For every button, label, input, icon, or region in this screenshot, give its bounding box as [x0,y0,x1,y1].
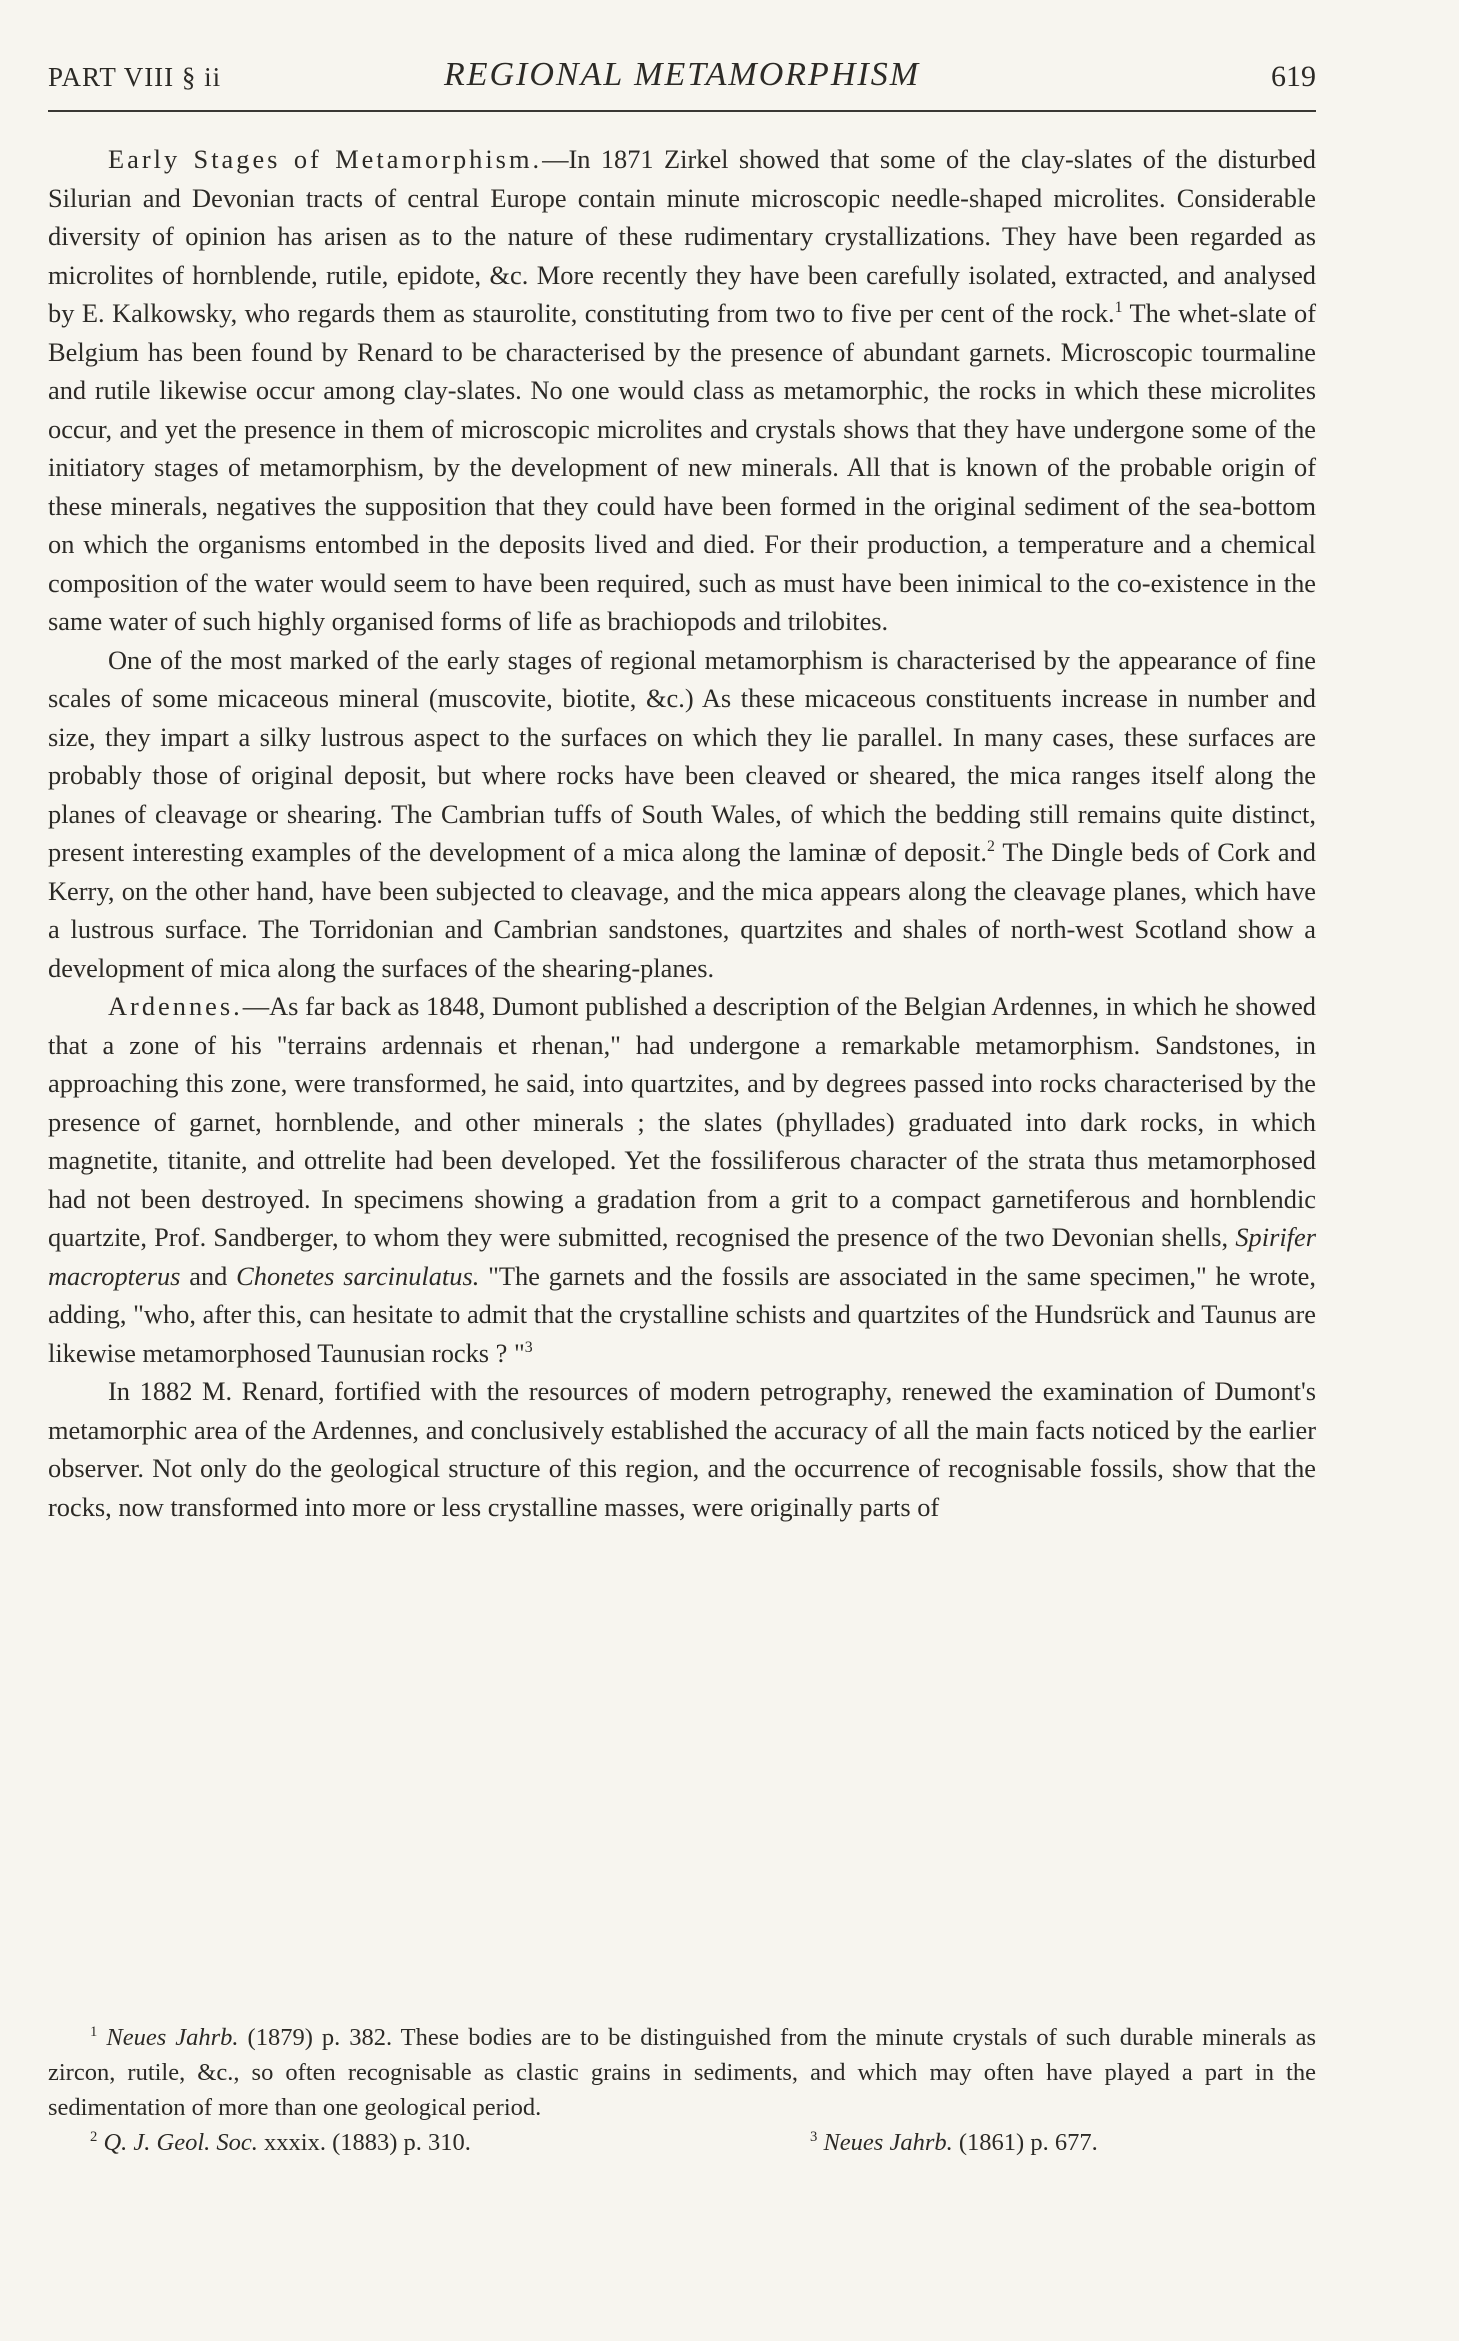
footnote-text: (1861) p. 677. [952,2129,1098,2156]
paragraph-text: The whet-slate of Belgium has been found by Renard to be characterised by the presence of abundant garnets. Microscopic tourmaline and rutile likewise occur among clay-slates. No one would class as metamorphic, the rocks in which these microlites occur, and yet the presence in them of microscopic microlites and crystals shows that they have undergone some of the initiatory stages of metamorphism, by the development of new minerals. All that is known of the probable origin of these minerals, negatives the supposition that they could have been formed in the original sediment of the sea-bottom on which the organisms entombed in the deposits lived and died. For their production, a temperature and a chemical composition of the water would seem to have been required, such as must have been inimical to the co-existence in the same water of such highly organised forms of life as brachiopods and trilobites. [48,298,1316,636]
part-section-label: PART VIII § ii [48,62,222,92]
running-header [48,52,1316,102]
footnote-text: (1879) p. 382. These bodies are to be distinguished from the minute crystals of such durable minerals as zircon, rutile, &c., so often recognisable as clastic grains in sediments, and which may often have played a part in the sedimentation of more than one geological period. [48,2024,1316,2121]
paragraph-text: and [180,1260,237,1291]
species-name: Chonetes sarcinulatus. [236,1260,480,1291]
paragraph-early-stages [48,140,1316,641]
footnote-ref-3: 3 [524,1338,533,1356]
section-heading-ardennes: Ardennes. [108,991,243,1021]
paragraph-text: —In 1871 Zirkel showed that some of the clay-slates of the disturbed Silurian and Devonian tracts of central Europe contain minute microscopic needle-shaped microlites. Considerable diversity of opinion has arisen as to the nature of these rudimentary crystallizations. They have been regarded as microlites of hornblende, rutile, epidote, &c. More recently they have been carefully isolated, extracted, and analysed by E. Kalkowsky, who regards them as staurolite, constituting from two to five per cent of the rock. [48,144,1316,328]
section-heading-early-stages: Early Stages of Metamorphism. [108,144,543,174]
footnote-text: xxxix. (1883) p. 310. [257,2129,471,2156]
footnote-row [48,2125,1316,2160]
citation-title: Q. J. Geol. Soc. [103,2129,258,2156]
footnotes [48,2020,1316,2160]
footnote-mark: 2 [90,2128,98,2145]
citation-title: Neues Jahrb. [823,2129,953,2156]
paragraph-text: One of the most marked of the early stages of regional metamorphism is characterised by the appearance of fine scales of some micaceous mineral (muscovite, biotite, &c.) As these micaceous constituents increase in number and size, they impart a silky lustrous aspect to the surfaces on which they lie parallel. In many cases, these surfaces are probably those of original deposit, but where rocks have been cleaved or sheared, the mica ranges itself along the planes of cleavage or shearing. The Cambrian tuffs of South Wales, of which the bedding still remains quite distinct, present interesting examples of the development of a mica along the laminæ of deposit. [48,644,1316,867]
footnote-mark: 3 [810,2128,818,2145]
paragraph-renard: In 1882 M. Renard, fortified with the resources of modern petrography, renewed the examination of Dumont's metamorphic area of the Ardennes, and conclusively established the accuracy of all the main facts noticed by the earlier observer. Not only do the geological structure of this region, and the occurrence of recognisable fossils, show that the rocks, now transformed into more or less crystalline masses, were originally parts of [48,1376,1316,1522]
footnote-ref-1: 1 [1114,299,1123,317]
species-name: Spirifer macropterus [48,1222,1316,1291]
running-title: REGIONAL METAMORPHISM [443,56,921,93]
footnote-2 [90,2125,810,2160]
paragraph-text: "The garnets and the fossils are associated in the same specimen," he wrote, adding, "who, after this, can hesitate to admit that the crystalline schists and quartzites of the Hundsrück and Taunus are likewise metamorphosed Taunusian rocks ? " [48,1260,1316,1368]
page-number: 619 [1271,60,1316,93]
footnote-1 [48,2020,1316,2125]
paragraph-text: The Dingle beds of Cork and Kerry, on the other hand, have been subjected to cleavage, and the mica appears along the cleavage planes, which have a lustrous surface. The Torridonian and Cambrian sandstones, quartzites and shales of north-west Scotland show a development of mica along the surfaces of the shearing-planes. [48,837,1316,983]
citation-title: Neues Jahrb. [106,2024,239,2051]
main-text [48,140,1316,1526]
paragraph-ardennes [48,987,1316,1372]
header-rule [48,110,1316,112]
paragraph-text: —As far back as 1848, Dumont published a description of the Belgian Ardennes, in which he showed that a zone of his "terrains ardennais et rhenan," had undergone a remarkable metamorphism. Sandstones, in approaching this zone, were transformed, he said, into quartzites, and by degrees passed into rocks characterised by the presence of garnet, hornblende, and other minerals ; the slates (phyllades) graduated into dark rocks, in which magnetite, titanite, and ottrelite had been developed. Yet the fossiliferous character of the strata thus metamorphosed had not been destroyed. In specimens showing a gradation from a grit to a compact garnetiferous and hornblendic quartzite, Prof. Sandberger, to whom they were submitted, recognised the presence of the two Devonian shells, [48,991,1316,1252]
paragraph-mica [48,641,1316,988]
footnote-ref-2: 2 [987,838,995,856]
footnote-3 [810,2125,1098,2160]
footnote-mark: 1 [90,2023,98,2040]
